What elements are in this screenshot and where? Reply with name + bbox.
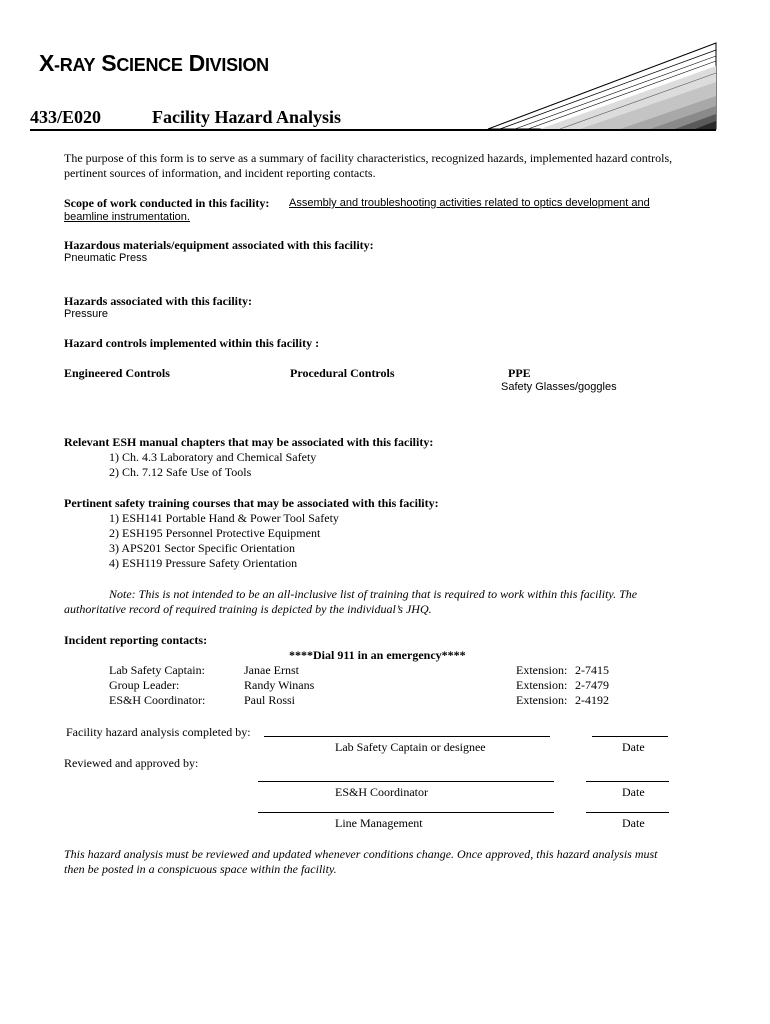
list-item: 4) ESH119 Pressure Safety Orientation — [109, 556, 298, 570]
date-caption: Date — [622, 740, 645, 754]
emergency-notice: ****Dial 911 in an emergency**** — [289, 648, 466, 662]
footer-note: This hazard analysis must be reviewed and updated whenever conditions change. Once approved, this hazard analysis must then be posted in a conspicuous space within the facility. — [64, 847, 658, 876]
contact-ext-label: Extension: — [516, 693, 568, 707]
contact-ext: 2-7479 — [575, 678, 609, 692]
intro-paragraph: The purpose of this form is to serve as a summary of facility characteristics, recognized hazards, implemented hazard controls, pertinent sources of information, and incident reporting contacts. — [64, 151, 673, 180]
captain-signature-line[interactable] — [264, 736, 550, 737]
form-number: 433/E020 — [30, 107, 102, 127]
date-caption: Date — [622, 816, 645, 830]
list-item: 3) APS201 Sector Specific Orientation — [109, 541, 295, 555]
controls-label: Hazard controls implemented within this facility : — [64, 336, 320, 350]
esh-date-line[interactable] — [586, 781, 669, 782]
header-wedge-graphic — [480, 42, 718, 132]
contact-ext-label: Extension: — [516, 678, 568, 692]
captain-date-line[interactable] — [592, 736, 668, 737]
contact-role: ES&H Coordinator: — [109, 693, 206, 707]
list-item: 1) ESH141 Portable Hand & Power Tool Safety — [109, 511, 339, 525]
scope-label: Scope of work conducted in this facility: — [64, 196, 270, 210]
hazards-label: Hazards associated with this facility: — [64, 294, 252, 308]
ppe-heading: PPE — [508, 366, 531, 380]
contact-role: Group Leader: — [109, 678, 180, 692]
line-mgmt-caption: Line Management — [335, 816, 423, 830]
contact-name: Randy Winans — [244, 678, 315, 692]
contact-name: Janae Ernst — [244, 663, 299, 677]
captain-caption: Lab Safety Captain or designee — [335, 740, 486, 754]
scope-value-line1: Assembly and troubleshooting activities related to optics development and — [289, 197, 650, 209]
header-rule — [30, 129, 716, 131]
hazardous-materials-value: Pneumatic Press — [64, 252, 148, 264]
list-item: 1) Ch. 4.3 Laboratory and Chemical Safety — [109, 450, 317, 464]
esh-signature-line[interactable] — [258, 781, 554, 782]
engineered-controls-heading: Engineered Controls — [64, 366, 170, 380]
contacts-label: Incident reporting contacts: — [64, 633, 208, 647]
esh-manual-list — [109, 450, 316, 480]
hazards-value: Pressure — [64, 308, 109, 320]
contact-ext: 2-7415 — [575, 663, 609, 677]
esh-caption: ES&H Coordinator — [335, 785, 428, 799]
training-label: Pertinent safety training courses that may be associated with this facility: — [64, 496, 439, 510]
line-mgmt-date-line[interactable] — [586, 812, 669, 813]
contact-ext-label: Extension: — [516, 663, 568, 677]
training-list — [109, 511, 339, 571]
division-title: X-RAY SCIENCE DIVISION — [39, 50, 269, 76]
contact-ext: 2-4192 — [575, 693, 609, 707]
training-note: Note: This is not intended to be an all-inclusive list of training that is required to work within this facility. The authoritative record of required training is depicted by the individual’s JHQ. — [64, 587, 638, 616]
procedural-controls-heading: Procedural Controls — [290, 366, 395, 380]
date-caption: Date — [622, 785, 645, 799]
list-item: 2) Ch. 7.12 Safe Use of Tools — [109, 465, 252, 479]
reviewed-by-label: Reviewed and approved by: — [64, 756, 199, 770]
completed-by-label: Facility hazard analysis completed by: — [66, 725, 251, 739]
form-title: Facility Hazard Analysis — [152, 107, 341, 127]
scope-value-line2: beamline instrumentation. — [64, 211, 190, 223]
hazardous-materials-label: Hazardous materials/equipment associated with this facility: — [64, 238, 374, 252]
contact-name: Paul Rossi — [244, 693, 296, 707]
esh-manual-label: Relevant ESH manual chapters that may be associated with this facility: — [64, 435, 434, 449]
list-item: 2) ESH195 Personnel Protective Equipment — [109, 526, 321, 540]
ppe-value: Safety Glasses/goggles — [501, 381, 617, 393]
contact-role: Lab Safety Captain: — [109, 663, 205, 677]
line-mgmt-signature-line[interactable] — [258, 812, 554, 813]
